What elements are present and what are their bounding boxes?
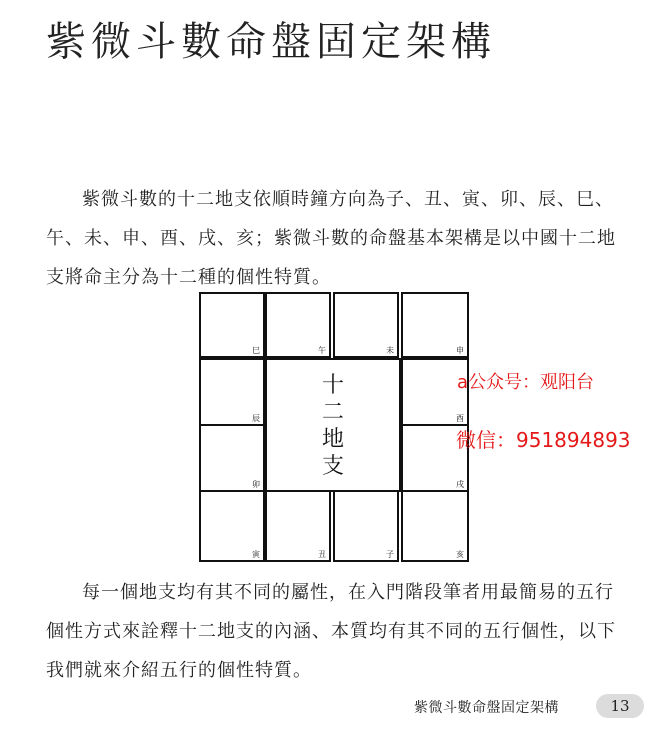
watermark-wechat-id: 微信：951894893 <box>456 428 631 452</box>
intro-paragraph-text: 紫微斗數的十二地支依順時鐘方向為子、丑、寅、卯、辰、巳、午、未、申、酉、戌、亥；紫微斗數的命盤基本架構是以中國十二地支將命主分為十二種的個性特質。 <box>46 189 616 288</box>
chart-cell-chen <box>199 358 265 426</box>
running-footer-title: 紫微斗數命盤固定架構 <box>414 700 559 716</box>
branch-label-chen: 辰 <box>252 414 260 423</box>
branch-label-mao: 卯 <box>252 480 260 489</box>
watermark-wechat-account: a公众号：观阳台 <box>457 372 595 393</box>
twelve-branches-chart <box>199 292 469 562</box>
center-char: 地 <box>321 427 344 452</box>
chart-cell-chou <box>265 490 331 562</box>
chart-cell-hai <box>401 490 469 562</box>
branch-label-wu: 午 <box>318 346 326 355</box>
body-paragraph-text: 每一個地支均有其不同的屬性，在入門階段筆者用最簡易的五行個性方式來詮釋十二地支的內涵、本質均有其不同的五行個性，以下我們就來介紹五行的個性特質。 <box>46 582 616 681</box>
chart-cell-shen <box>401 292 469 358</box>
chart-cell-zi <box>333 490 399 562</box>
center-char: 二 <box>321 400 344 425</box>
chart-cell-yin <box>199 490 265 562</box>
chart-cell-wu <box>265 292 331 358</box>
center-char: 支 <box>321 454 344 479</box>
branch-label-you: 酉 <box>456 414 464 423</box>
chart-cell-mao <box>199 424 265 492</box>
branch-label-wei: 未 <box>386 346 394 355</box>
branch-label-zi: 子 <box>386 550 394 559</box>
page-title: 紫微斗數命盤固定架構 <box>46 19 496 65</box>
chart-center-label <box>267 372 399 480</box>
branch-label-yin: 寅 <box>252 550 260 559</box>
branch-label-xu: 戌 <box>456 480 464 489</box>
branch-label-si: 巳 <box>252 346 260 355</box>
branch-label-shen: 申 <box>456 346 464 355</box>
branch-label-chou: 丑 <box>318 550 326 559</box>
chart-cell-wei <box>333 292 399 358</box>
branch-label-hai: 亥 <box>456 550 464 559</box>
chart-cell-si <box>199 292 265 358</box>
intro-paragraph <box>46 180 618 297</box>
body-paragraph <box>46 573 618 690</box>
page-number-badge: 13 <box>596 694 644 718</box>
center-char: 十 <box>321 373 344 398</box>
chart-center-box <box>265 358 401 492</box>
